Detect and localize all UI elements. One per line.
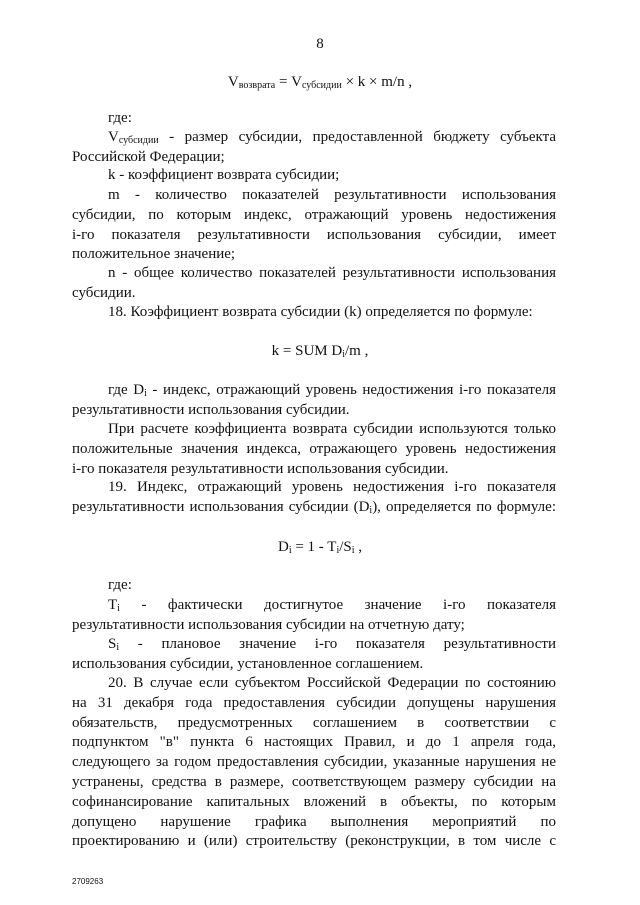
paragraph-20: 20. В случае если субъектом Российской Федерации по состоянию на 31 декабря года предоставления субсидии допущены нарушения обязательств, предусмотренных соглашением в соответствии с подпунктом "в" пункта 6 настоящих Правил, и до 1 апреля года, следующего за годом предоставления субсидии, указанные нарушения не устранены, средства в размере, соответствующем размеру субсидии на софинансирование капитальных вложений в объекты, по которым допущено нарушение графика выполнения мероприятий по проектированию и (или) строительству (реконструкции, в том числе с bbox=[72, 675, 556, 850]
definition-k: k - коэффициент возврата субсидии; bbox=[108, 167, 340, 183]
paragraph-19: 19. Индекс, отражающий уровень недостижения i-го показателя результативности использования субсидии $(D_i)$, определяется по формуле: bbox=[72, 479, 556, 516]
definition-s: $S_i$ - плановое значение i-го показателя результативности использования субсидии, установленное соглашением. bbox=[72, 636, 556, 672]
where-label-2: где: bbox=[108, 577, 132, 593]
paragraph-18: 18. Коэффициент возврата субсидии (k) определяется по формуле: bbox=[108, 304, 533, 320]
formula-refund-coefficient: k = SUM $D_i/m$ , bbox=[271, 343, 369, 360]
definition-v-subsidy: $V_{субсидии}$ - размер субсидии, предоставленной бюджету субъекта Российской Федерации; bbox=[72, 129, 556, 165]
paragraph-calculation-note: При расчете коэффициента возврата субсидии используются только положительные значения индекса, отражающего уровень недостижения i-го показателя результативности использования субсидии. bbox=[72, 421, 556, 477]
formula-index: $D_i = 1 - T_i/S_i$ , bbox=[277, 539, 363, 556]
definition-n: n - общее количество показателей результативности использования субсидии. bbox=[72, 265, 556, 301]
definition-d: где $D_i$ - индекс, отражающий уровень недостижения i-го показателя результативности использования субсидии. bbox=[72, 382, 557, 418]
page-number: 8 bbox=[316, 36, 324, 52]
definition-m: m - количество показателей результативности использования субсидии, по которым индекс, отражающий уровень недостижения i-го показателя результативности использования субсидии, имеет положительное значение; bbox=[72, 187, 556, 263]
formula-refund-volume: $V_{возврата} = V_{субсидии} \times k \times m/n$ , bbox=[227, 74, 413, 91]
document-code: 2709263 bbox=[72, 877, 104, 886]
where-label-1: где: bbox=[108, 110, 132, 126]
definition-t: $T_i$ - фактически достигнутое значение i-го показателя результативности использования субсидии на отчетную дату; bbox=[72, 597, 556, 633]
